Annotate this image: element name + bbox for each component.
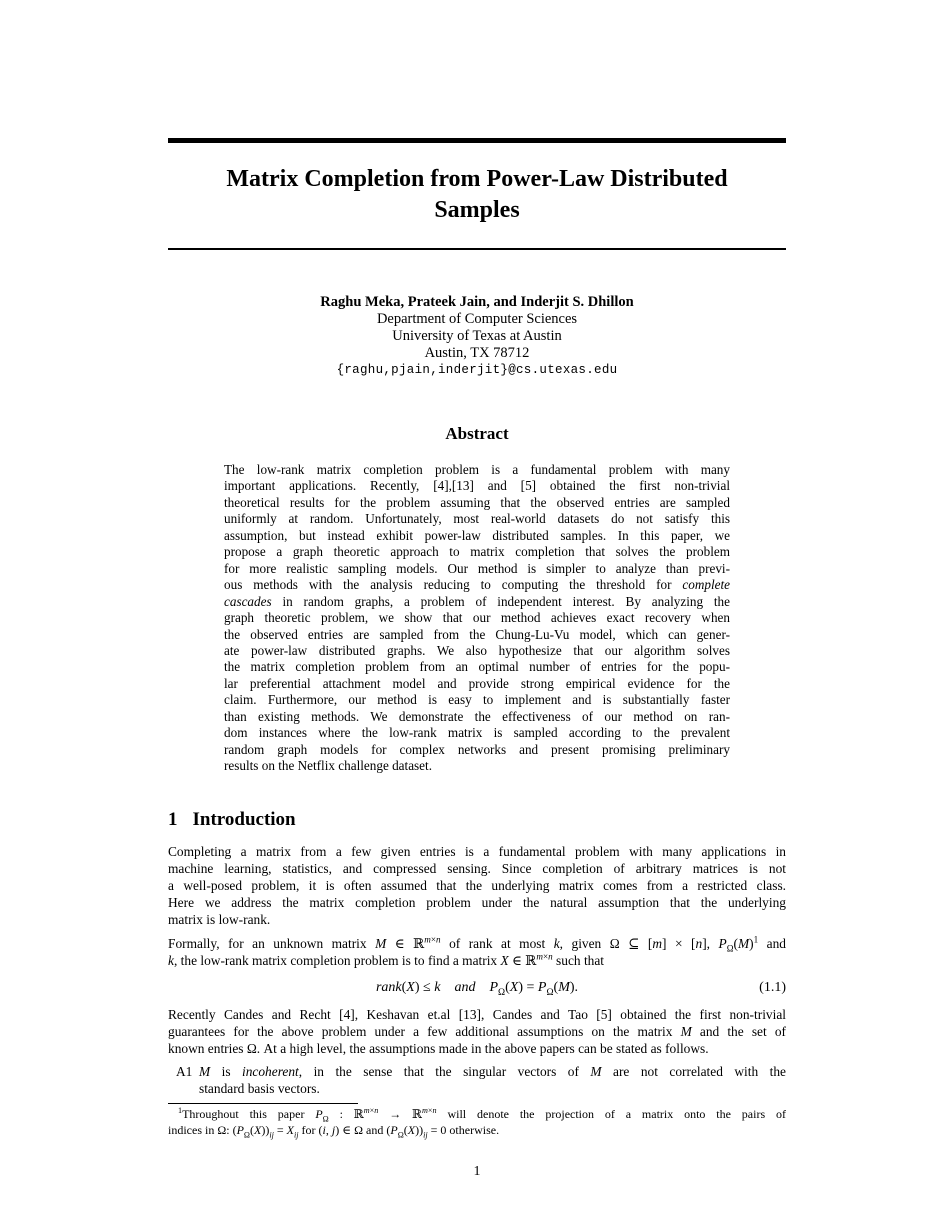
- author-emails: {raghu,pjain,inderjit}@cs.utexas.edu: [336, 363, 618, 377]
- footnote-rule: [168, 1103, 358, 1104]
- text-line: results on the Netflix challenge dataset.: [224, 758, 432, 774]
- intro-paragraph-3: [168, 1007, 786, 1058]
- assumption-item-a1-label: A1: [176, 1064, 193, 1079]
- text-line: uniformly at random. Unfortunately, most real-world datasets do not satisfy this: [224, 511, 730, 527]
- text-line: matrix is low-rank.: [168, 911, 271, 927]
- abstract-text: [224, 462, 730, 775]
- paper-title-line1: Matrix Completion from Power-Law Distributed: [226, 166, 728, 192]
- abstract-heading: Abstract: [445, 424, 509, 443]
- text-line: ous methods with the analysis reducing to computing the threshold for complete: [224, 577, 730, 593]
- text-line: machine learning, statistics, and compressed sensing. Since completion of arbitrary matrices is not: [168, 860, 786, 876]
- author-block: [168, 294, 786, 379]
- text-line: dom instances where the low-rank matrix is sampled according to the prevalent: [224, 725, 730, 741]
- text-line: k, the low-rank matrix completion problem is to find a matrix X ∈ ℝ$^{m\times n}$ such that: [168, 951, 605, 968]
- author-names: Raghu Meka, Prateek Jain, and Inderjit S. Dhillon: [320, 294, 634, 310]
- text-line: $^1$Throughout this paper $P_\Omega$ : ℝ$^{m\times n}$ → ℝ$^{m\times n}$ will denote the projection of a matrix onto the pairs of: [178, 1106, 786, 1124]
- text-line: than existing methods. We demonstrate the effectiveness of our method on ran-: [224, 708, 730, 724]
- footnote-1: [168, 1107, 786, 1138]
- text-line: The low-rank matrix completion problem is a fundamental problem with many: [224, 462, 730, 477]
- section-1-number: 1: [168, 809, 178, 830]
- text-line: Completing a matrix from a few given entries is a fundamental problem with many applications in: [168, 844, 786, 859]
- text-line: standard basis vectors.: [199, 1080, 320, 1096]
- text-line: propose a graph theoretic approach to matrix completion that solves the problem: [224, 544, 730, 560]
- title-rule-top: [168, 138, 786, 143]
- equation-1-1: [168, 977, 786, 999]
- text-line: for more realistic sampling models. Our method is simpler to analyze than previ-: [224, 560, 730, 576]
- section-1-title: Introduction: [192, 809, 296, 830]
- text-line: graph theoretic problem, we show that our method achieves exact recovery when: [224, 610, 730, 626]
- text-line: lar preferential attachment model and provide strong empirical evidence for the: [224, 675, 730, 691]
- text-line: assumption, but instead exhibit power-law distributed samples. In this paper, we: [224, 527, 730, 543]
- text-line: known entries Ω. At a high level, the assumptions made in the above papers can be stated as follows.: [168, 1040, 709, 1056]
- text-line: M is incoherent, in the sense that the singular vectors of M are not correlated with the: [199, 1064, 786, 1079]
- text-line: Here we address the matrix completion problem under the natural assumption that the underlying: [168, 894, 786, 910]
- paper-title-line2: Samples: [434, 197, 520, 223]
- page-number: 1: [473, 1164, 481, 1179]
- text-line: random graph models for complex networks and present promising preliminary: [224, 741, 730, 757]
- author-affiliation-department: Department of Computer Sciences: [376, 311, 578, 327]
- text-line: cascades in random graphs, a problem of independent interest. By analyzing the: [224, 593, 730, 609]
- intro-paragraph-2: [168, 936, 786, 970]
- assumption-item-a1-text: [199, 1064, 786, 1098]
- text-line: guarantees for the above problem under a few additional assumptions on the matrix M and the set of: [168, 1023, 787, 1039]
- author-affiliation-city: Austin, TX 78712: [424, 345, 530, 361]
- assumption-item-a1: [176, 1064, 786, 1098]
- text-line: Formally, for an unknown matrix M ∈ ℝ$^{m\times n}$ of rank at most k, given Ω ⊆ [m] × [n], $P_\Omega(M)^1$ and: [168, 934, 786, 954]
- section-1-heading: [168, 809, 786, 831]
- text-line: the matrix completion problem from an optimal number of entries for the popu-: [224, 659, 730, 675]
- text-line: indices in Ω: $(P_\Omega(X))_{ij} = X_{ij}$ for (i, j) ∈ Ω and $(P_\Omega(X))_{ij} = 0$ otherwise.: [168, 1122, 500, 1139]
- text-line: important applications. Recently, [4],[13] and [5] obtained the first non-trivial: [224, 478, 730, 494]
- author-affiliation-university: University of Texas at Austin: [392, 328, 562, 344]
- text-line: the observed entries are sampled from the Chung-Lu-Vu model, which can gener-: [224, 626, 730, 642]
- text-line: theoretical results for the problem assuming that the observed entries are sampled: [224, 494, 730, 510]
- equation-1-1-body: rank(X) ≤ k and $P_\Omega(X) = P_\Omega(M)$.: [375, 980, 579, 998]
- text-line: Recently Candes and Recht [4], Keshavan et.al [13], Candes and Tao [5] obtained the first non-trivial: [168, 1007, 786, 1022]
- intro-paragraph-1: [168, 844, 786, 929]
- paper-title: [168, 164, 786, 226]
- title-rule-bottom: [168, 248, 786, 250]
- equation-1-1-number: (1.1): [759, 980, 786, 995]
- text-line: a well-posed problem, it is often assumed that the underlying matrix comes from a restricted class.: [168, 877, 786, 893]
- text-line: ate power-law distributed graphs. We also hypothesize that our algorithm solves: [224, 642, 730, 658]
- text-line: claim. Furthermore, our method is easy to implement and is substantially faster: [224, 692, 730, 708]
